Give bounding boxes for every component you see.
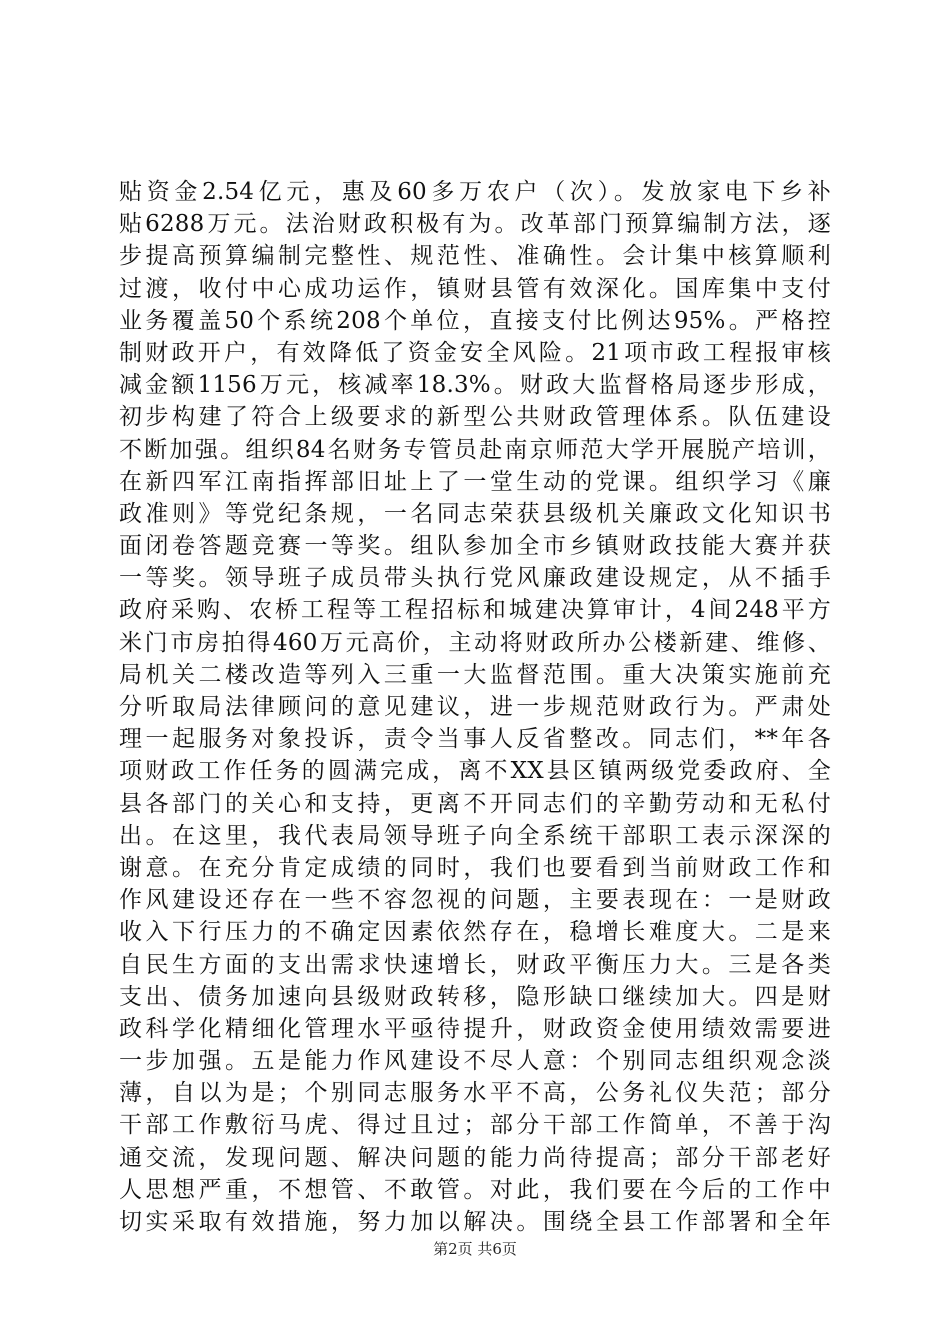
text-line: 贴资金2.54亿元，惠及60多万农户（次）。发放家电下乡补 xyxy=(119,179,831,205)
text-line: 通交流，发现问题、解决问题的能力尚待提高；部分干部老好 xyxy=(119,1144,831,1171)
text-line: 项财政工作任务的圆满完成，离不XX县区镇两级党委政府、全 xyxy=(119,758,831,785)
text-line: 米门市房拍得460万元高价，主动将财政所办公楼新建、维修、 xyxy=(119,629,831,656)
text-line: 业务覆盖50个系统208个单位，直接支付比例达95%。严格控 xyxy=(119,307,831,334)
text-line: 干部工作敷衍马虎、得过且过；部分干部工作简单，不善于沟 xyxy=(119,1112,831,1139)
text-line: 薄，自以为是；个别同志服务水平不高，公务礼仪失范；部分 xyxy=(119,1080,831,1107)
text-line: 面闭卷答题竞赛一等奖。组队参加全市乡镇财政技能大赛并获 xyxy=(119,533,831,560)
text-line: 不断加强。组织84名财务专管员赴南京师范大学开展脱产培训， xyxy=(119,436,831,463)
text-line: 作风建设还存在一些不容忽视的问题，主要表现在：一是财政 xyxy=(119,887,831,914)
text-line: 收入下行压力的不确定因素依然存在，稳增长难度大。二是来 xyxy=(119,919,831,946)
text-line: 分听取局法律顾问的意见建议，进一步规范财政行为。严肃处 xyxy=(119,694,831,720)
text-line: 步提高预算编制完整性、规范性、准确性。会计集中核算顺利 xyxy=(119,243,831,270)
text-line: 制财政开户，有效降低了资金安全风险。21项市政工程报审核 xyxy=(119,339,831,366)
text-line: 一步加强。五是能力作风建设不尽人意：个别同志组织观念淡 xyxy=(119,1048,831,1075)
text-line: 县各部门的关心和支持，更离不开同志们的辛勤劳动和无私付 xyxy=(119,790,831,817)
text-line: 政科学化精细化管理水平亟待提升，财政资金使用绩效需要进 xyxy=(119,1015,831,1042)
text-line: 政府采购、农桥工程等工程招标和城建决算审计，4间248平方 xyxy=(119,597,831,624)
text-line: 谢意。在充分肯定成绩的同时，我们也要看到当前财政工作和 xyxy=(119,854,831,881)
text-line: 贴6288万元。法治财政积极有为。改革部门预算编制方法，逐 xyxy=(119,211,831,238)
text-line: 在新四军江南指挥部旧址上了一堂生动的党课。组织学习《廉 xyxy=(119,468,831,495)
text-line: 切实采取有效措施，努力加以解决。围绕全县工作部署和全年 xyxy=(119,1209,831,1235)
text-line: 出。在这里，我代表局领导班子向全系统干部职工表示深深的 xyxy=(119,822,831,849)
text-line: 过渡，收付中心成功运作，镇财县管有效深化。国库集中支付 xyxy=(119,275,831,302)
text-line: 局机关二楼改造等列入三重一大监督范围。重大决策实施前充 xyxy=(119,661,831,688)
body-text xyxy=(119,176,831,1238)
text-line: 初步构建了符合上级要求的新型公共财政管理体系。队伍建设 xyxy=(119,404,831,431)
text-line: 自民生方面的支出需求快速增长，财政平衡压力大。三是各类 xyxy=(119,951,831,978)
text-line: 人思想严重，不想管、不敢管。对此，我们要在今后的工作中 xyxy=(119,1176,831,1203)
text-line: 一等奖。领导班子成员带头执行党风廉政建设规定，从不插手 xyxy=(119,565,831,592)
text-line: 支出、债务加速向县级财政转移，隐形缺口继续加大。四是财 xyxy=(119,983,831,1010)
page-footer: 第2页 共6页 xyxy=(433,1240,517,1258)
text-line: 理一起服务对象投诉，责令当事人反省整改。同志们，**年各 xyxy=(119,726,831,753)
text-line: 政准则》等党纪条规，一名同志荣获县级机关廉政文化知识书 xyxy=(119,500,831,527)
text-line: 减金额1156万元，核减率18.3%。财政大监督格局逐步形成， xyxy=(119,372,831,399)
